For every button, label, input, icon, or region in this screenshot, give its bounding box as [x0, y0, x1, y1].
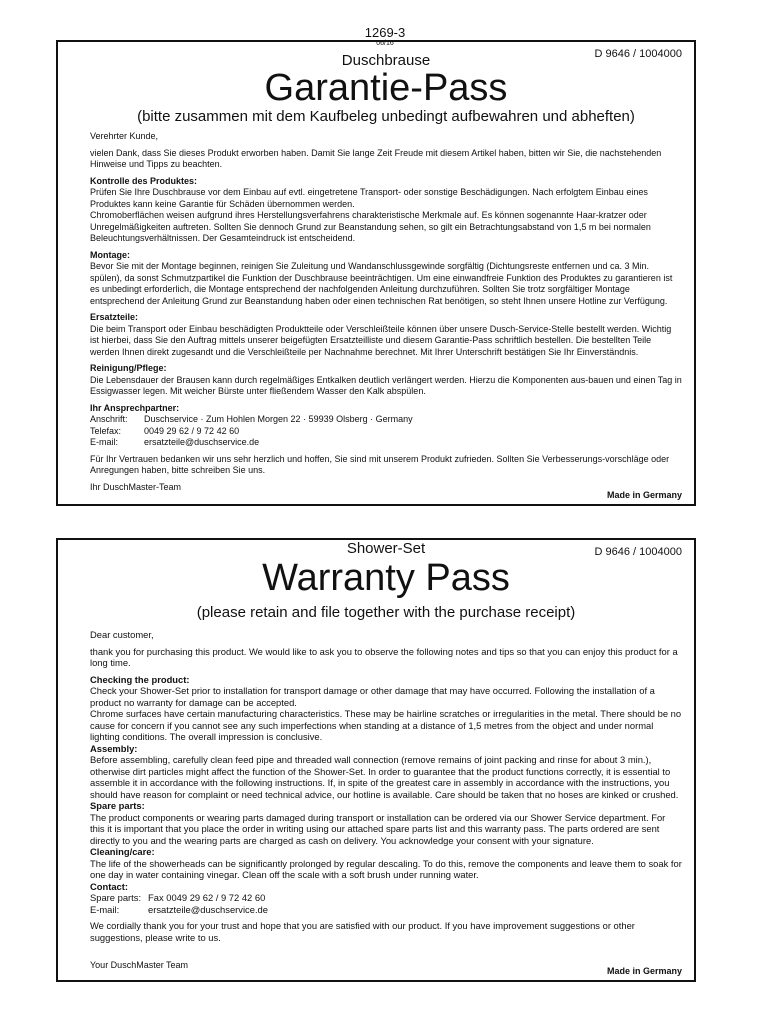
contact-label: Spare parts:: [90, 892, 142, 903]
document-date: 06/16: [376, 40, 394, 47]
team-signature: Ihr DuschMaster-Team: [90, 482, 182, 492]
contact-label: E-mail:: [90, 903, 120, 915]
spare-parts-heading: Ersatzteile:: [90, 312, 139, 322]
intro-text: vielen Dank, dass Sie dieses Produkt erworben haben. Damit Sie lange Zeit Freude mit diesem Artikel haben, bitten wir Sie, die nachstehenden Hinweise und Tipps zu beachten.: [90, 147, 662, 169]
check-text-2: Chromoberflächen weisen aufgrund ihres Herstellungsverfahrens charakteristische Merkmale auf. Es können sogenannte Haar-kratzer oder Unregelmäßigkeiten auftreten. Sollten Sie dennoch Grund zur Beanstandung sehen, so gilt ein Betrachtungsabstand von 1,5 m bei normalen Beleuchtungsverhältnissen. Der Gesamteindruck ist entscheidend.: [90, 210, 651, 243]
contact-label: E-mail:: [90, 437, 119, 447]
contact-email-link[interactable]: ersatzteile@duschservice.de: [144, 437, 260, 447]
check-text: Check your Shower-Set prior to installation for transport damage or other damage that may have occurred. Following the installation of a product no warranty for damage can be accepted.: [90, 685, 655, 708]
assembly-heading: Assembly:: [90, 742, 138, 754]
made-in-label: Made in Germany: [606, 966, 682, 976]
page-title: Garantie-Pass: [264, 67, 508, 109]
contact-value: Duschservice · Zum Hohlen Morgen 22 · 59939 Olsberg · Germany: [144, 414, 413, 424]
spare-parts-heading: Spare parts:: [90, 800, 145, 811]
english-warranty-box: [56, 538, 696, 982]
check-text: Prüfen Sie Ihre Duschbrause vor dem Einbau auf evtl. eingetretene Transport- oder sonstige Beschädigungen. Nach erfolgtem Einbau eines Produktes kann keine Garantie für Schäden übernommen werden.: [90, 187, 648, 209]
greeting: Verehrter Kunde,: [90, 131, 159, 141]
contact-row-fax: [90, 892, 682, 904]
page-subtitle: (please retain and file together with the purchase receipt): [196, 604, 576, 621]
contact-row-email: [90, 904, 682, 916]
care-heading: Reinigung/Pflege:: [90, 363, 167, 373]
contact-row-fax: [90, 426, 682, 438]
contact-row-email: [90, 437, 682, 449]
assembly-text: Before assembling, carefully clean feed pipe and threaded wall connection (remove remains of joint packing and rinse for about 3 min.), otherwise dirt particles might affect the function of the Shower-Set. In order to guarantee that the product functions correctly, it is essential to assemble it in accordance with the following instructions. If, in spite of the greatest care in assembly in accordance with the instructions, you should have reason for complaint or need technical advice, our hotline is available. Care should be taken that no hoses are kinked or crushed.: [90, 754, 679, 800]
reference-number: D 9646 / 1004000: [594, 546, 682, 558]
product-name: Shower-Set: [346, 540, 426, 557]
closing-text: Für Ihr Vertrauen bedanken wir uns sehr herzlich und hoffen, Sie sind mit unserem Produkt zufrieden. Sollten Sie Verbesserungs-vorschläge oder Anregungen haben, bitte schreiben Sie uns.: [90, 453, 670, 475]
contact-label: Anschrift:: [90, 414, 128, 424]
spare-parts-text: The product components or wearing parts damaged during transport or installation can be ordered via our Shower Service department. For this it is important that you place the order in writing using our attached spare parts list and this warranty pass. The parts ordered are sent directly to you and the wearing parts are charged as cash on delivery. You acknowledge your consent with your signature.: [90, 811, 666, 846]
contact-label: Telefax:: [90, 425, 122, 436]
product-name: Duschbrause: [341, 52, 431, 69]
page-title: Warranty Pass: [262, 557, 510, 599]
care-text: Die Lebensdauer der Brausen kann durch regelmäßiges Entkalken deutlich verlängert werden. Hierzu die Komponenten aus-bauen und einen Tag in Essigwasser legen. Mit weicher Bürste unter fließendem Wasser den Kalk abspülen.: [90, 374, 682, 396]
spare-parts-text: Die beim Transport oder Einbau beschädigten Produktteile oder Verschleißteile können über unsere Dusch-Service-Stelle bestellt werden. Wichtig ist hierbei, dass Sie den Auftrag mittels unserer beigefügten Ersatzteilliste und diesem Garantie-Pass schriftlich bestellen. Die bestellten Teile werden Ihnen direkt zugesandt und die Verschleißteile per Nachnahme berechnet. Mit Ihrer Unterschrift bestätigen Sie Ihr Einverständnis.: [90, 323, 672, 357]
document-code: 1269-3: [364, 25, 406, 40]
check-text-2: Chrome surfaces have certain manufacturing characteristics. These may be hairline scratches or irregularities in the metal. There should be no cause for concern if you cannot see any such imperfections when standing at a distance of 1,5 metres from the object and under normal lighting conditions. The overall impression is conclusive.: [90, 708, 682, 742]
care-heading: Cleaning/care:: [90, 846, 155, 857]
contact-value: Fax 0049 29 62 / 9 72 42 60: [148, 892, 266, 903]
contact-value: 0049 29 62 / 9 72 42 60: [144, 425, 240, 436]
contact-email-link[interactable]: ersatzteile@duschservice.de: [148, 903, 268, 915]
assembly-text: Bevor Sie mit der Montage beginnen, reinigen Sie Zuleitung und Wandanschlussgewinde sorgfältig (Dichtungsreste entfernen und ca. 3 Min. spülen), da sonst Schmutzpartikel die Funktion der Duschbrause beeinträchtigen. Um eine einwandfreie Funktion des Produktes zu garantieren ist es unbedingt erforderlich, die Montage entsprechend der nachfolgenden Anleitung durchzuführen. Sollten Sie trotz sorgfältiger Montage entsprechend der Anleitung Grund zur Beanstandung haben oder einen technischen Rat benötigen, so steht Ihnen unsere Hotline zur Verfügung.: [90, 261, 673, 306]
greeting: Dear customer,: [90, 629, 154, 640]
contact-row-address: [90, 414, 682, 426]
page-subtitle: (bitte zusammen mit dem Kaufbeleg unbedingt aufbewahren und abheften): [137, 108, 635, 125]
intro-text: thank you for purchasing this product. We would like to ask you to observe the following notes and tips so that you can enjoy this product for a long time.: [90, 645, 678, 668]
contact-heading: Ihr Ansprechpartner:: [90, 402, 180, 413]
check-heading: Kontrolle des Produktes:: [90, 175, 198, 186]
closing-text: We cordially thank you for your trust and hope that you are satisfied with our product. If you have improvement suggestions or other suggestions, please write to us.: [90, 920, 635, 943]
check-heading: Checking the product:: [90, 673, 190, 685]
care-text: The life of the showerheads can be significantly prolonged by regular descaling. To do this, remove the components and leave them to soak for one day in water containing vinegar. Clean off the scale with a soft brush under running water.: [90, 857, 682, 880]
contact-heading: Contact:: [90, 880, 129, 892]
assembly-heading: Montage:: [90, 249, 130, 260]
made-in-label: Made in Germany: [606, 490, 682, 500]
team-signature: Your DuschMaster Team: [90, 960, 189, 970]
german-warranty-box: [56, 40, 696, 506]
reference-number: D 9646 / 1004000: [594, 48, 682, 60]
